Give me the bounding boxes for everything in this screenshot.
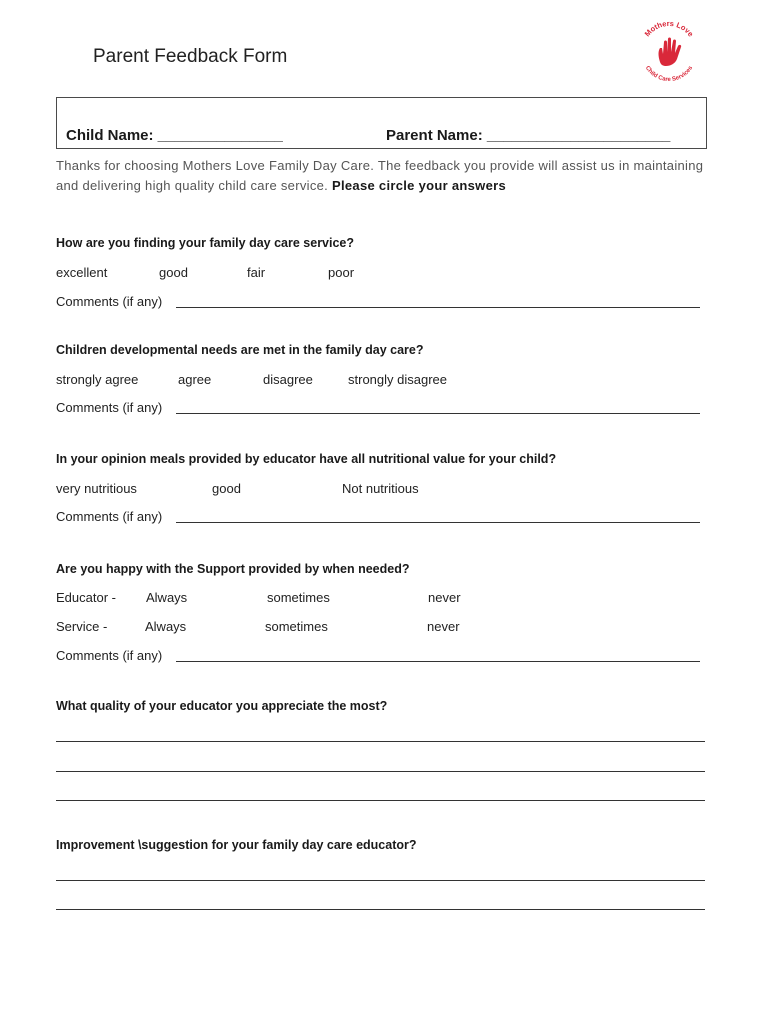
hand-icon	[659, 38, 682, 67]
question-1: How are you finding your family day care service?	[56, 236, 355, 250]
q2-option-strongly-disagree[interactable]: strongly disagree	[348, 372, 447, 387]
intro-paragraph	[56, 156, 716, 196]
q1-comments-label: Comments (if any)	[56, 294, 163, 309]
parent-name-field[interactable]: Parent Name: ______________________	[386, 127, 671, 144]
q6-answer-line[interactable]	[56, 880, 705, 881]
q3-option-good[interactable]: good	[212, 481, 241, 496]
q5-answer-line[interactable]	[56, 741, 705, 742]
q4-row-service-label: Service -	[56, 619, 108, 634]
svg-text:Child Care Services	[644, 65, 695, 83]
question-6: Improvement \suggestion for your family day care educator?	[56, 838, 417, 852]
q6-answer-line[interactable]	[56, 909, 705, 910]
intro-text: Thanks for choosing Mothers Love Family Day Care. The feedback you provide will assist us in maintaining and delivering high quality child care service.	[56, 158, 704, 193]
q2-comments-line[interactable]	[176, 413, 700, 414]
q4-comments-line[interactable]	[176, 661, 700, 662]
q2-option-strongly-agree[interactable]: strongly agree	[56, 372, 139, 387]
q4-service-sometimes[interactable]: sometimes	[265, 619, 328, 634]
q4-educator-never[interactable]: never	[428, 590, 461, 605]
q4-service-never[interactable]: never	[427, 619, 460, 634]
q5-answer-line[interactable]	[56, 800, 705, 801]
q3-option-very-nutritious[interactable]: very nutritious	[56, 481, 137, 496]
q1-option-poor[interactable]: poor	[328, 265, 355, 280]
q4-educator-sometimes[interactable]: sometimes	[267, 590, 330, 605]
q3-comments-line[interactable]	[176, 522, 700, 523]
question-5: What quality of your educator you appreciate the most?	[56, 699, 388, 713]
form-title: Parent Feedback Form	[93, 46, 288, 67]
q2-option-disagree[interactable]: disagree	[263, 372, 313, 387]
logo-text-top: Mothers Love	[642, 18, 696, 39]
q3-option-not-nutritious[interactable]: Not nutritious	[342, 481, 419, 496]
question-4: Are you happy with the Support provided by when needed?	[56, 562, 410, 576]
q3-comments-label: Comments (if any)	[56, 509, 163, 524]
q4-educator-always[interactable]: Always	[146, 590, 188, 605]
child-name-field[interactable]: Child Name: _______________	[66, 127, 283, 144]
q2-option-agree[interactable]: agree	[178, 372, 212, 387]
mothers-love-logo	[636, 18, 702, 84]
q4-row-educator-label: Educator -	[56, 590, 116, 605]
q2-comments-label: Comments (if any)	[56, 400, 163, 415]
question-2: Children developmental needs are met in the family day care?	[56, 343, 424, 357]
q1-option-good[interactable]: good	[159, 265, 188, 280]
logo-text-bottom: Child Care Services	[643, 65, 695, 84]
intro-instruction: Please circle your answers	[332, 178, 507, 193]
question-3: In your opinion meals provided by educator have all nutritional value for your child?	[56, 452, 557, 466]
svg-text:Mothers Love	[643, 19, 696, 38]
q1-option-fair[interactable]: fair	[247, 265, 266, 280]
q4-service-always[interactable]: Always	[145, 619, 187, 634]
q4-comments-label: Comments (if any)	[56, 648, 163, 663]
q5-answer-line[interactable]	[56, 771, 705, 772]
q1-comments-line[interactable]	[176, 307, 700, 308]
q1-option-excellent[interactable]: excellent	[56, 265, 108, 280]
